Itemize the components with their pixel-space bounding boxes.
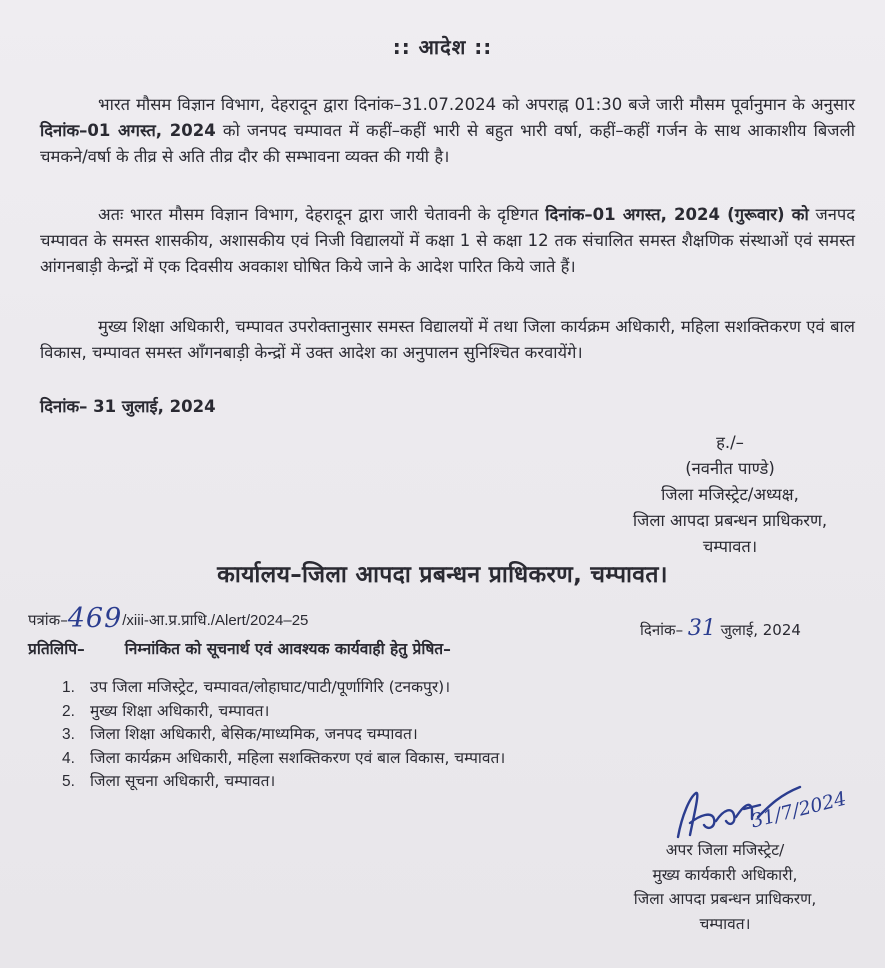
list-item (62, 770, 505, 794)
patrank-line (28, 604, 308, 634)
list-item (62, 747, 505, 771)
para3-text: मुख्य शिक्षा अधिकारी, चम्पावत उपरोक्तानुसार समस्त विद्यालयों में तथा जिला कार्यक्रम अधिकारी, महिला सशक्तिकरण एवं बाल विकास, चम्पावत समस्त आँगनबाड़ी केन्द्रों में उक्त आदेश का अनुपालन सुनिश्चित करवायेंगे। (40, 317, 855, 362)
para1-bold: दिनांक–01 अगस्त, 2024 (40, 121, 216, 140)
signatory2-authority: जिला आपदा प्रबन्धन प्राधिकरण, (633, 890, 817, 908)
recipient-list (62, 676, 505, 794)
copy-text: निम्नांकित को सूचनार्थ एवं आवश्यक कार्यवाही हेतु प्रेषित– (124, 640, 451, 658)
list-number: 2. (62, 702, 75, 720)
list-item (62, 700, 505, 724)
order-paragraph-2 (40, 202, 855, 280)
signatory-place: चम्पावत। (702, 537, 758, 556)
order-date: दिनांक– 31 जुलाई, 2024 (40, 397, 216, 416)
para1-text: भारत मौसम विज्ञान विभाग, देहरादून द्वारा दिनांक–31.07.2024 को अपराह्न 01:30 बजे जारी मौसम पूर्वानुमान के अनुसार (98, 95, 855, 114)
list-number: 1. (62, 679, 75, 696)
patrank-number: 469 (67, 603, 123, 634)
signatory2-designation: अपर जिला मजिस्ट्रेट/ (665, 841, 785, 859)
list-number: 3. (62, 726, 75, 743)
signatory2-role: मुख्य कार्यकारी अधिकारी, (652, 865, 798, 884)
office-heading: कार्यालय–जिला आपदा प्रबन्धन प्राधिकरण, चम्पावत। (217, 562, 668, 588)
list-number: 4. (62, 749, 75, 767)
copy-label: प्रतिलिपि– (28, 640, 85, 658)
signatory2-place: चम्पावत। (699, 914, 751, 933)
order-title: :: आदेश :: (392, 35, 493, 59)
signatory-name: (नवनीत पाण्डे) (685, 459, 775, 478)
handwritten-date: 31/7/2024 (748, 787, 849, 833)
copy-line (28, 636, 451, 662)
list-text: जिला कार्यक्रम अधिकारी, महिला सशक्तिकरण एवं बाल विकास, चम्पावत। (90, 748, 506, 767)
order-paragraph-3 (40, 314, 855, 366)
list-number: 5. (62, 773, 75, 790)
list-item (62, 676, 505, 700)
para2-bold: दिनांक–01 अगस्त, 2024 (गुरूवार) को (545, 205, 809, 224)
signatory2-block (590, 787, 860, 936)
para1-rest: को जनपद चम्पावत में कहीं–कहीं भारी से बहुत भारी वर्षा, कहीं–कहीं गर्जन के साथ आकाशीय बिजली चमकने/वर्षा के तीव्र से अति तीव्र दौर की सम्भावना व्यक्त की गयी है। (40, 121, 855, 166)
office-date-day: 31 (687, 616, 716, 641)
list-text: जिला सूचना अधिकारी, चम्पावत। (90, 772, 276, 790)
signatory-block (560, 430, 885, 560)
list-item (62, 723, 505, 747)
office-date (640, 616, 801, 643)
signatory-authority: जिला आपदा प्रबन्धन प्राधिकरण, (632, 511, 828, 530)
list-text: मुख्य शिक्षा अधिकारी, चम्पावत। (90, 701, 270, 720)
office-date-rest: जुलाई, 2024 (720, 621, 801, 639)
signed-mark: ह./– (716, 433, 744, 452)
para2-rest: जनपद चम्पावत के समस्त शासकीय, अशासकीय एवं निजी विद्यालयों में कक्षा 1 से कक्षा 12 तक संचालित समस्त शैक्षणिक संस्थाओं एवं समस्त आंगनबाड़ी केन्द्रों में एक दिवसीय अवकाश घोषित किये जाने के आदेश पारित किये जाते हैं। (40, 205, 855, 276)
patrank-ref: /xiii-आ.प्र.प्राधि./Alert/2024–25 (122, 612, 309, 629)
list-text: जिला शिक्षा अधिकारी, बेसिक/माध्यमिक, जनपद चम्पावत। (90, 725, 418, 743)
office-date-label: दिनांक– (640, 621, 684, 639)
signatory-designation: जिला मजिस्ट्रेट/अध्यक्ष, (661, 485, 799, 504)
patrank-label: पत्रांक– (28, 611, 68, 629)
list-text: उप जिला मजिस्ट्रेट, चम्पावत/लोहाघाट/पाटी/पूर्णागिरि (टनकपुर)। (90, 678, 451, 696)
order-paragraph-1 (40, 92, 855, 170)
para2-text: अतः भारत मौसम विज्ञान विभाग, देहरादून द्वारा जारी चेतावनी के दृष्टिगत (98, 205, 539, 224)
